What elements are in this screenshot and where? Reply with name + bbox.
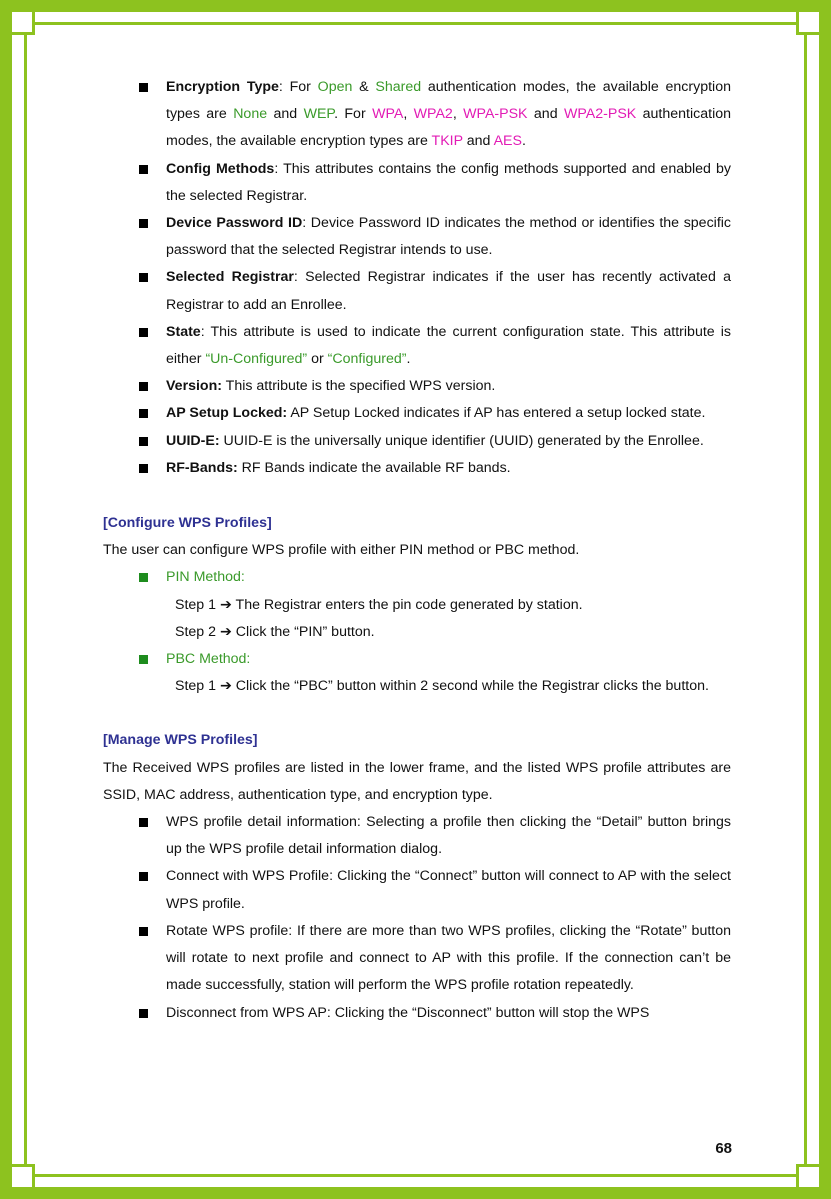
attribute-name: Encryption Type <box>166 79 279 95</box>
attribute-name: Device Password ID <box>166 215 303 232</box>
list-item <box>103 455 731 482</box>
attribute-text: . For <box>334 106 373 123</box>
attribute-text: WPA2 <box>413 106 453 123</box>
attribute-name: Version: <box>166 378 222 395</box>
list-item <box>103 319 731 373</box>
attribute-text: : Selected Registrar indicates if the user has recently activated a Registrar to add an Enrollee. <box>166 269 731 313</box>
configure-methods-list <box>103 564 731 591</box>
pin-step-2: Step 2 ➔ Click the “PIN” button. <box>175 623 375 640</box>
attribute-list <box>103 74 731 482</box>
attribute-text: and <box>267 106 304 123</box>
attribute-name: UUID-E: <box>166 432 220 449</box>
pin-method-title: PIN Method: <box>166 569 245 586</box>
configure-intro: The user can configure WPS profile with either PIN method or PBC method. <box>103 542 580 559</box>
attribute-text: RF Bands indicate the available RF bands. <box>237 459 511 476</box>
manage-heading: [Manage WPS Profiles] <box>103 732 258 749</box>
list-item <box>103 210 731 264</box>
attribute-text: , <box>403 106 414 123</box>
frame-corner <box>12 12 35 35</box>
frame-corner <box>796 12 819 35</box>
frame-corner <box>12 1164 35 1187</box>
configure-heading: [Configure WPS Profiles] <box>103 515 272 532</box>
pbc-step-1: Step 1 ➔ Click the “PBC” button within 2 second while the Registrar clicks the button. <box>175 678 709 695</box>
attribute-text: authentication modes, the available encryption types are <box>166 79 731 123</box>
attribute-text: AES <box>493 133 522 150</box>
attribute-text: . <box>406 351 411 368</box>
attribute-text: WPA2-PSK <box>563 106 637 123</box>
attribute-text: “Un-Configured” <box>205 351 308 368</box>
attribute-text: WPA <box>372 106 404 123</box>
list-item: Rotate WPS profile: If there are more than two WPS profiles, clicking the “Rotate” button will rotate to next profile and connect to AP with this profile. If the connection can’t be made successfully, station will perform the WPS profile rotation repeatedly. <box>103 918 731 1000</box>
frame-corner <box>796 1164 819 1187</box>
attribute-text: : This attribute is used to indicate the current configuration state. This attribute is either <box>166 323 731 368</box>
attribute-name: RF-Bands: <box>166 459 238 476</box>
attribute-text: or <box>307 351 328 368</box>
list-item <box>103 156 731 210</box>
page-number: 68 <box>715 1140 732 1157</box>
attribute-text: This attribute is the specified WPS version. <box>221 378 496 395</box>
attribute-text: WEP <box>303 106 335 123</box>
list-item <box>103 646 731 673</box>
attribute-text: Open <box>317 79 353 95</box>
list-item: WPS profile detail information: Selecting a profile then clicking the “Detail” button brings up the WPS profile detail information dialog. <box>103 809 731 863</box>
attribute-name: State <box>166 323 201 340</box>
attribute-text: None <box>233 106 268 123</box>
list-item <box>103 373 731 400</box>
list-item <box>103 564 731 591</box>
list-item <box>103 264 731 318</box>
attribute-text: WPA-PSK <box>463 106 528 123</box>
attribute-text: . <box>521 133 526 150</box>
manage-list <box>103 809 731 1027</box>
attribute-text: Shared <box>375 79 422 95</box>
attribute-text: & <box>352 79 376 95</box>
list-item <box>103 74 731 156</box>
list-item <box>103 400 731 427</box>
attribute-text: : For <box>278 79 318 95</box>
attribute-text: , <box>452 106 464 123</box>
attribute-text: AP Setup Locked indicates if AP has entered a setup locked state. <box>287 405 706 422</box>
manage-intro: The Received WPS profiles are listed in the lower frame, and the listed WPS profile attributes are SSID, MAC address, authentication type, and encryption type. <box>103 759 731 803</box>
configure-methods-list <box>103 646 731 673</box>
attribute-text: : Device Password ID indicates the method or identifies the specific password that the selected Registrar intends to use. <box>166 215 732 259</box>
attribute-text: and <box>527 106 564 123</box>
attribute-text: : This attributes contains the config methods supported and enabled by the selected Registrar. <box>166 160 731 204</box>
pin-step-1: Step 1 ➔ The Registrar enters the pin code generated by station. <box>175 596 583 613</box>
pbc-method-title: PBC Method: <box>166 651 251 668</box>
attribute-text: “Configured” <box>327 351 407 368</box>
attribute-name: Selected Registrar <box>166 269 294 286</box>
attribute-text: authentication modes, the available encryption types are <box>166 106 731 150</box>
list-item <box>103 428 731 455</box>
attribute-text: TKIP <box>431 133 463 150</box>
attribute-name: AP Setup Locked: <box>166 405 288 422</box>
attribute-text: and <box>462 133 494 150</box>
attribute-name: Config Methods <box>166 160 275 177</box>
list-item: Connect with WPS Profile: Clicking the “Connect” button will connect to AP with the select WPS profile. <box>103 863 731 917</box>
page-content <box>103 74 731 1027</box>
list-item: Disconnect from WPS AP: Clicking the “Disconnect” button will stop the WPS <box>103 1000 731 1027</box>
attribute-text: UUID-E is the universally unique identifier (UUID) generated by the Enrollee. <box>219 432 704 449</box>
